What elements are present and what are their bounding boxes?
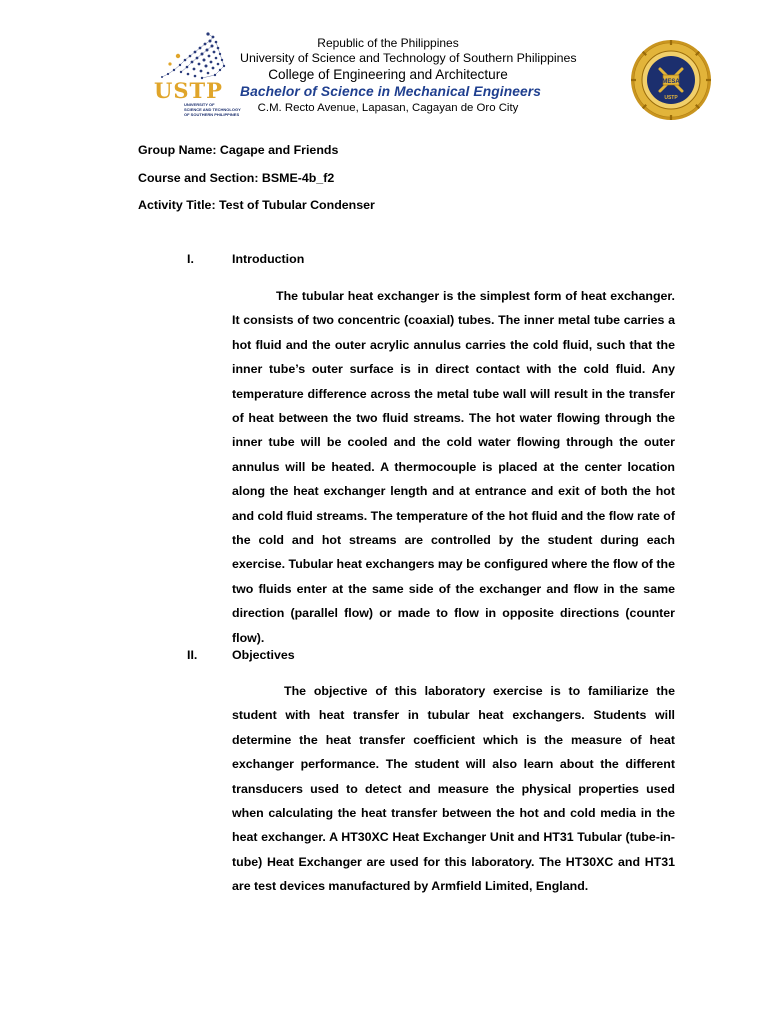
seal-center-text: MESA: [662, 79, 680, 85]
activity-info: [138, 140, 658, 223]
section-title: Introduction: [232, 252, 305, 266]
ustp-name-line3: OF SOUTHERN PHILIPPINES: [184, 112, 240, 117]
republic-line: Republic of the Philippines: [317, 36, 459, 50]
section-number: II.: [187, 648, 198, 662]
section-number: I.: [187, 252, 194, 266]
mechanical-engineering-seal: [630, 39, 712, 121]
section-objectives-heading: [187, 645, 295, 665]
seal-bottom-text: USTP: [664, 95, 678, 101]
ustp-logo: [150, 30, 241, 120]
address-line: C.M. Recto Avenue, Lapasan, Cagayan de Oro City: [257, 102, 519, 114]
letterhead: [240, 36, 577, 116]
group-name: Group Name: Cagape and Friends: [138, 143, 339, 157]
ustp-acronym: USTP: [154, 78, 223, 103]
ustp-name-line2: SCIENCE AND TECHNOLOGY: [184, 107, 241, 112]
section-title: Objectives: [232, 648, 295, 662]
introduction-paragraph: The tubular heat exchanger is the simplest form of heat exchanger. It consists of two concentric (coaxial) tubes. The inner metal tube carries a hot fluid and the outer acrylic annulus carries the cold fluid, such that the inner tube’s outer surface is in direct contact with the cold fluid. Any temperature difference across the metal tube wall will result in the transfer of heat between the two fluid streams. The hot water flowing through the inner tube will be cooled and the cold water flowing through the outer annulus will be heated. A thermocouple is placed at the center location along the heat exchanger length and at entrance and exit of both the hot and cold fluid streams. The temperature of the hot fluid and the flow rate of the cold and hot streams are controlled by the student during each exercise. Tubular heat exchangers may be configured where the flow of the two fluids enter at the same side of the exchanger and flow in the same direction (parallel flow) or made to flow in opposite directions (counter flow).: [232, 289, 675, 645]
ustp-name-block: [184, 102, 241, 117]
section-introduction-heading: [187, 249, 304, 269]
activity-title: Activity Title: Test of Tubular Condenser: [138, 198, 375, 212]
course-section: Course and Section: BSME-4b_f2: [138, 170, 335, 185]
college-line: College of Engineering and Architecture: [268, 67, 508, 82]
program-line: Bachelor of Science in Mechanical Engineers: [240, 84, 542, 99]
mechanical-engineering-seal-icon: [630, 39, 712, 121]
objectives-paragraph: The objective of this laboratory exercise is to familiarize the student with heat transfer in tubular heat exchangers. Students will determine the heat transfer coefficient which is the measure of heat exchanger performance. The student will also learn about the different transducers used to detect and measure the physical properties used when calculating the heat transfer between the hot and cold media in the heat exchanger. A HT30XC Heat Exchanger Unit and HT31 Tubular (tube-in-tube) Heat Exchanger are used for this laboratory. The HT30XC and HT31 are test devices manufactured by Armfield Limited, England.: [232, 684, 675, 894]
university-line: University of Science and Technology of Southern Philippines: [240, 51, 577, 65]
ustp-name-line1: UNIVERSITY OF: [184, 102, 215, 107]
